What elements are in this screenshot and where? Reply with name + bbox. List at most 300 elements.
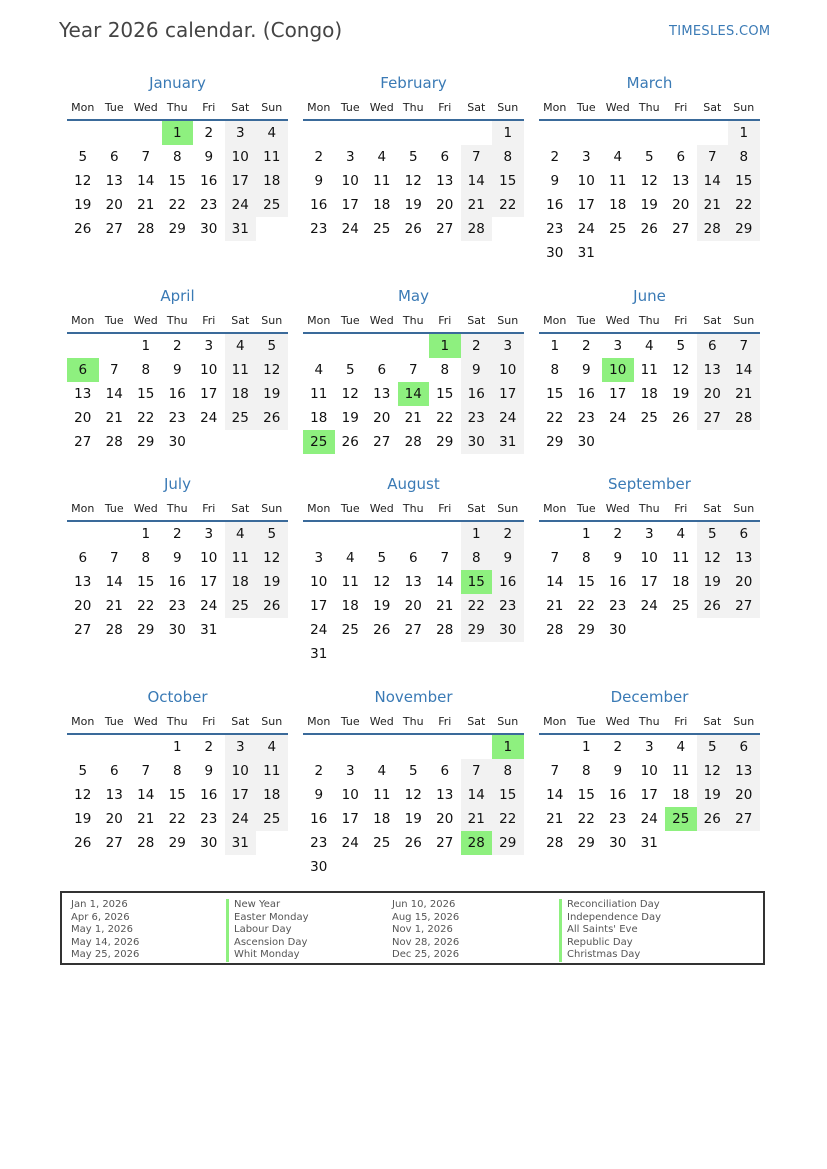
day-cell: 25 — [672, 598, 690, 614]
day-cell: 6 — [728, 522, 760, 546]
day-cell: 12 — [697, 759, 729, 783]
day-cell: 28 — [105, 622, 123, 638]
day-cell: 22 — [492, 193, 524, 217]
day-cell: 27 — [672, 221, 690, 237]
weekday-label: Sun — [733, 501, 755, 515]
day-cell: 26 — [256, 594, 288, 618]
day-grid — [539, 735, 760, 855]
weekday-label: Mon — [307, 501, 331, 515]
weekday-label: Thu — [638, 501, 660, 515]
day-cell: 18 — [640, 386, 658, 402]
day-cell: 18 — [310, 410, 328, 426]
day-grid — [539, 522, 760, 642]
day-cell: 27 — [373, 434, 391, 450]
day-cell: 24 — [492, 406, 524, 430]
day-cell: 3 — [345, 149, 355, 165]
day-cell: 27 — [697, 406, 729, 430]
weekday-label: Sun — [733, 100, 755, 114]
day-cell: 8 — [141, 362, 151, 378]
weekday-label: Thu — [166, 714, 188, 728]
weekday-label: Thu — [638, 313, 660, 327]
day-cell: 17 — [200, 574, 218, 590]
day-cell: 22 — [137, 598, 155, 614]
day-cell: 3 — [314, 550, 324, 566]
day-cell: 31 — [225, 831, 257, 855]
empty-cell — [130, 121, 162, 145]
day-cell: 4 — [256, 735, 288, 759]
day-cell: 30 — [609, 622, 627, 638]
day-cell: 4 — [644, 338, 654, 354]
day-cell: 2 — [172, 526, 182, 542]
month-name: August — [387, 475, 440, 493]
day-grid — [67, 522, 288, 642]
day-cell: 15 — [137, 574, 155, 590]
day-cell: 16 — [609, 574, 627, 590]
month-december — [539, 685, 760, 855]
day-cell: 26 — [404, 221, 422, 237]
day-cell: 20 — [436, 197, 454, 213]
holiday-day-cell: 25 — [303, 430, 335, 454]
weekday-header — [303, 496, 524, 522]
day-cell: 27 — [105, 835, 123, 851]
day-cell: 9 — [492, 546, 524, 570]
legend-names-left — [226, 899, 309, 962]
day-cell: 1 — [141, 338, 151, 354]
day-cell: 12 — [74, 787, 92, 803]
day-cell: 18 — [225, 570, 257, 594]
day-cell: 23 — [609, 598, 627, 614]
day-cell: 3 — [204, 526, 214, 542]
day-cell: 9 — [204, 149, 214, 165]
day-cell: 14 — [461, 169, 493, 193]
day-cell: 23 — [609, 811, 627, 827]
weekday-label: Sat — [467, 714, 486, 728]
empty-cell — [366, 735, 398, 759]
day-cell: 2 — [613, 739, 623, 755]
day-cell: 5 — [78, 149, 88, 165]
day-cell: 4 — [256, 121, 288, 145]
page-title: Year 2026 calendar. (Congo) — [59, 18, 343, 42]
day-cell: 25 — [256, 807, 288, 831]
weekday-label: Mon — [71, 501, 95, 515]
day-cell: 4 — [613, 149, 623, 165]
weekday-label: Wed — [369, 501, 394, 515]
holiday-date: Nov 1, 2026 — [392, 924, 453, 935]
day-cell: 16 — [609, 787, 627, 803]
weekday-label: Tue — [576, 501, 596, 515]
month-january — [67, 71, 288, 241]
day-cell: 23 — [168, 598, 186, 614]
empty-cell — [67, 334, 99, 358]
day-cell: 11 — [225, 358, 257, 382]
day-cell: 30 — [577, 434, 595, 450]
weekday-label: Thu — [402, 714, 424, 728]
day-cell: 21 — [461, 807, 493, 831]
day-cell: 19 — [404, 811, 422, 827]
day-cell: 24 — [310, 622, 328, 638]
day-cell: 29 — [577, 622, 595, 638]
day-cell: 2 — [581, 338, 591, 354]
day-cell: 22 — [492, 807, 524, 831]
day-cell: 22 — [137, 410, 155, 426]
day-cell: 11 — [672, 763, 690, 779]
day-cell: 21 — [728, 382, 760, 406]
weekday-header — [303, 95, 524, 121]
day-cell: 24 — [640, 811, 658, 827]
day-cell: 9 — [550, 173, 560, 189]
empty-cell — [539, 121, 571, 145]
weekday-label: Sat — [703, 100, 722, 114]
weekday-label: Wed — [133, 100, 158, 114]
weekday-header — [539, 496, 760, 522]
day-cell: 15 — [168, 173, 186, 189]
weekday-label: Fri — [438, 100, 452, 114]
day-grid — [303, 522, 524, 666]
day-cell: 23 — [310, 835, 328, 851]
month-november — [303, 685, 524, 879]
day-cell: 17 — [609, 386, 627, 402]
holiday-date: May 14, 2026 — [71, 936, 140, 948]
month-march — [539, 71, 760, 265]
holiday-date: Dec 25, 2026 — [392, 949, 460, 960]
weekday-header — [67, 709, 288, 735]
day-cell: 19 — [373, 598, 391, 614]
weekday-label: Sat — [467, 100, 486, 114]
empty-cell — [697, 121, 729, 145]
day-cell: 1 — [492, 121, 524, 145]
weekday-label: Fri — [438, 501, 452, 515]
day-cell: 12 — [341, 386, 359, 402]
weekday-label: Wed — [369, 714, 394, 728]
empty-cell — [634, 121, 666, 145]
day-cell: 11 — [256, 145, 288, 169]
day-cell: 13 — [436, 173, 454, 189]
weekday-label: Wed — [605, 501, 630, 515]
weekday-label: Wed — [605, 714, 630, 728]
empty-cell — [602, 121, 634, 145]
day-cell: 5 — [408, 149, 418, 165]
day-cell: 24 — [225, 193, 257, 217]
day-cell: 21 — [546, 811, 564, 827]
weekday-label: Thu — [166, 501, 188, 515]
day-cell: 29 — [728, 217, 760, 241]
day-cell: 16 — [546, 197, 564, 213]
day-cell: 5 — [256, 334, 288, 358]
weekday-label: Sun — [261, 313, 283, 327]
day-cell: 12 — [697, 546, 729, 570]
weekday-header — [67, 95, 288, 121]
day-cell: 31 — [492, 430, 524, 454]
day-cell: 17 — [200, 386, 218, 402]
day-cell: 15 — [577, 574, 595, 590]
brand-link[interactable]: TIMESLES.COM — [669, 24, 771, 39]
day-cell: 24 — [640, 598, 658, 614]
day-cell: 10 — [640, 550, 658, 566]
day-cell: 18 — [256, 783, 288, 807]
day-cell: 11 — [373, 173, 391, 189]
day-cell: 21 — [105, 410, 123, 426]
empty-cell — [539, 522, 571, 546]
day-cell: 9 — [314, 173, 324, 189]
holiday-day-cell: 1 — [429, 334, 461, 358]
day-cell: 30 — [168, 434, 186, 450]
weekday-label: Sat — [231, 501, 250, 515]
empty-cell — [366, 522, 398, 546]
day-cell: 9 — [613, 763, 623, 779]
day-cell: 24 — [577, 221, 595, 237]
day-cell: 25 — [225, 594, 257, 618]
day-cell: 1 — [581, 526, 591, 542]
weekday-label: Tue — [340, 714, 360, 728]
day-cell: 12 — [256, 358, 288, 382]
weekday-label: Wed — [369, 313, 394, 327]
day-cell: 14 — [137, 173, 155, 189]
weekday-header — [67, 496, 288, 522]
holiday-day-cell: 14 — [398, 382, 430, 406]
day-cell: 15 — [492, 169, 524, 193]
day-cell: 5 — [697, 735, 729, 759]
weekday-label: Sat — [467, 501, 486, 515]
day-cell: 28 — [137, 221, 155, 237]
day-cell: 10 — [341, 173, 359, 189]
weekday-label: Sat — [703, 501, 722, 515]
empty-cell — [67, 121, 99, 145]
day-cell: 18 — [256, 169, 288, 193]
day-cell: 16 — [461, 382, 493, 406]
month-name: June — [633, 287, 666, 305]
holiday-day-cell: 10 — [602, 358, 634, 382]
day-cell: 5 — [408, 763, 418, 779]
holiday-name: Easter Monday — [226, 912, 309, 925]
day-cell: 26 — [404, 835, 422, 851]
month-name: July — [164, 475, 191, 493]
day-cell: 26 — [697, 594, 729, 618]
day-grid — [303, 121, 524, 241]
empty-cell — [335, 121, 367, 145]
weekday-header — [303, 709, 524, 735]
weekday-label: Thu — [402, 313, 424, 327]
day-cell: 18 — [373, 811, 391, 827]
empty-cell — [67, 735, 99, 759]
day-cell: 10 — [310, 574, 328, 590]
day-cell: 15 — [577, 787, 595, 803]
day-cell: 9 — [204, 763, 214, 779]
day-cell: 16 — [492, 570, 524, 594]
day-cell: 18 — [373, 197, 391, 213]
day-cell: 11 — [341, 574, 359, 590]
day-cell: 8 — [440, 362, 450, 378]
day-cell: 13 — [697, 358, 729, 382]
weekday-label: Thu — [402, 100, 424, 114]
day-cell: 19 — [697, 783, 729, 807]
weekday-label: Fri — [674, 501, 688, 515]
day-cell: 17 — [225, 783, 257, 807]
day-cell: 20 — [74, 410, 92, 426]
day-cell: 3 — [644, 526, 654, 542]
day-cell: 21 — [461, 193, 493, 217]
day-cell: 7 — [141, 763, 151, 779]
day-cell: 5 — [644, 149, 654, 165]
day-cell: 8 — [581, 550, 591, 566]
day-cell: 12 — [373, 574, 391, 590]
month-name: January — [149, 74, 206, 92]
day-cell: 8 — [492, 145, 524, 169]
day-cell: 5 — [345, 362, 355, 378]
day-cell: 2 — [314, 149, 324, 165]
day-cell: 11 — [672, 550, 690, 566]
day-cell: 24 — [200, 410, 218, 426]
holiday-name: Christmas Day — [559, 949, 661, 962]
empty-cell — [665, 121, 697, 145]
month-name: December — [610, 688, 689, 706]
day-cell: 13 — [105, 787, 123, 803]
day-cell: 9 — [613, 550, 623, 566]
empty-cell — [335, 334, 367, 358]
day-cell: 27 — [728, 807, 760, 831]
day-cell: 13 — [74, 574, 92, 590]
day-cell: 17 — [640, 574, 658, 590]
weekday-label: Wed — [133, 714, 158, 728]
weekday-header — [539, 308, 760, 334]
weekday-label: Mon — [543, 714, 567, 728]
day-cell: 3 — [613, 338, 623, 354]
day-cell: 28 — [105, 434, 123, 450]
day-cell: 3 — [204, 338, 214, 354]
day-cell: 22 — [546, 410, 564, 426]
day-cell: 11 — [609, 173, 627, 189]
holiday-date: Apr 6, 2026 — [71, 911, 130, 923]
day-cell: 22 — [577, 598, 595, 614]
holiday-day-cell: 6 — [67, 358, 99, 382]
weekday-label: Fri — [438, 714, 452, 728]
day-cell: 24 — [341, 221, 359, 237]
day-cell: 23 — [546, 221, 564, 237]
day-cell: 5 — [377, 550, 387, 566]
day-cell: 29 — [168, 221, 186, 237]
day-cell: 13 — [404, 574, 422, 590]
day-cell: 29 — [461, 618, 493, 642]
day-cell: 29 — [577, 835, 595, 851]
weekday-label: Sun — [261, 714, 283, 728]
day-cell: 25 — [373, 835, 391, 851]
day-cell: 24 — [341, 835, 359, 851]
day-cell: 19 — [74, 197, 92, 213]
weekday-label: Fri — [202, 714, 216, 728]
day-cell: 20 — [105, 811, 123, 827]
day-cell: 26 — [373, 622, 391, 638]
day-cell: 9 — [172, 362, 182, 378]
day-cell: 10 — [492, 358, 524, 382]
day-cell: 2 — [550, 149, 560, 165]
day-cell: 7 — [697, 145, 729, 169]
day-cell: 3 — [225, 735, 257, 759]
day-cell: 13 — [672, 173, 690, 189]
day-cell: 6 — [109, 149, 119, 165]
day-cell: 7 — [728, 334, 760, 358]
day-cell: 20 — [697, 382, 729, 406]
weekday-label: Mon — [71, 714, 95, 728]
empty-cell — [398, 735, 430, 759]
day-cell: 29 — [492, 831, 524, 855]
day-cell: 27 — [404, 622, 422, 638]
day-cell: 29 — [137, 434, 155, 450]
day-cell: 29 — [137, 622, 155, 638]
day-cell: 20 — [74, 598, 92, 614]
day-cell: 21 — [137, 811, 155, 827]
day-cell: 15 — [492, 783, 524, 807]
day-cell: 17 — [310, 598, 328, 614]
day-cell: 15 — [168, 787, 186, 803]
day-cell: 6 — [377, 362, 387, 378]
day-cell: 25 — [256, 193, 288, 217]
weekday-header — [303, 308, 524, 334]
day-cell: 12 — [256, 546, 288, 570]
day-cell: 10 — [341, 787, 359, 803]
weekday-label: Mon — [543, 501, 567, 515]
empty-cell — [335, 735, 367, 759]
holiday-day-cell: 1 — [492, 735, 524, 759]
day-cell: 13 — [436, 787, 454, 803]
day-cell: 17 — [640, 787, 658, 803]
day-cell: 4 — [377, 149, 387, 165]
day-cell: 28 — [461, 217, 493, 241]
day-cell: 2 — [613, 526, 623, 542]
day-cell: 4 — [676, 739, 686, 755]
weekday-label: Sun — [261, 100, 283, 114]
day-cell: 1 — [141, 526, 151, 542]
day-cell: 9 — [172, 550, 182, 566]
weekday-label: Wed — [133, 313, 158, 327]
day-cell: 28 — [546, 622, 564, 638]
weekday-label: Wed — [133, 501, 158, 515]
day-cell: 14 — [105, 574, 123, 590]
day-grid — [303, 334, 524, 454]
weekday-label: Tue — [576, 313, 596, 327]
day-cell: 23 — [492, 594, 524, 618]
day-cell: 8 — [581, 763, 591, 779]
day-cell: 17 — [341, 197, 359, 213]
empty-cell — [335, 522, 367, 546]
empty-cell — [429, 735, 461, 759]
day-cell: 21 — [137, 197, 155, 213]
legend-dates-left — [71, 899, 139, 962]
day-cell: 16 — [310, 197, 328, 213]
weekday-label: Fri — [674, 313, 688, 327]
weekday-header — [539, 95, 760, 121]
day-cell: 5 — [256, 522, 288, 546]
empty-cell — [366, 334, 398, 358]
day-cell: 23 — [200, 197, 218, 213]
holiday-name: Labour Day — [226, 924, 309, 937]
empty-cell — [366, 121, 398, 145]
empty-cell — [429, 121, 461, 145]
weekday-label: Thu — [166, 100, 188, 114]
holiday-legend — [60, 891, 765, 965]
month-june — [539, 284, 760, 454]
day-cell: 14 — [461, 783, 493, 807]
day-cell: 24 — [609, 410, 627, 426]
day-cell: 18 — [672, 574, 690, 590]
day-cell: 7 — [461, 145, 493, 169]
day-cell: 21 — [436, 598, 454, 614]
day-cell: 16 — [577, 386, 595, 402]
day-cell: 15 — [546, 386, 564, 402]
day-cell: 2 — [492, 522, 524, 546]
day-cell: 22 — [461, 594, 493, 618]
empty-cell — [303, 735, 335, 759]
empty-cell — [67, 522, 99, 546]
day-grid — [67, 121, 288, 241]
